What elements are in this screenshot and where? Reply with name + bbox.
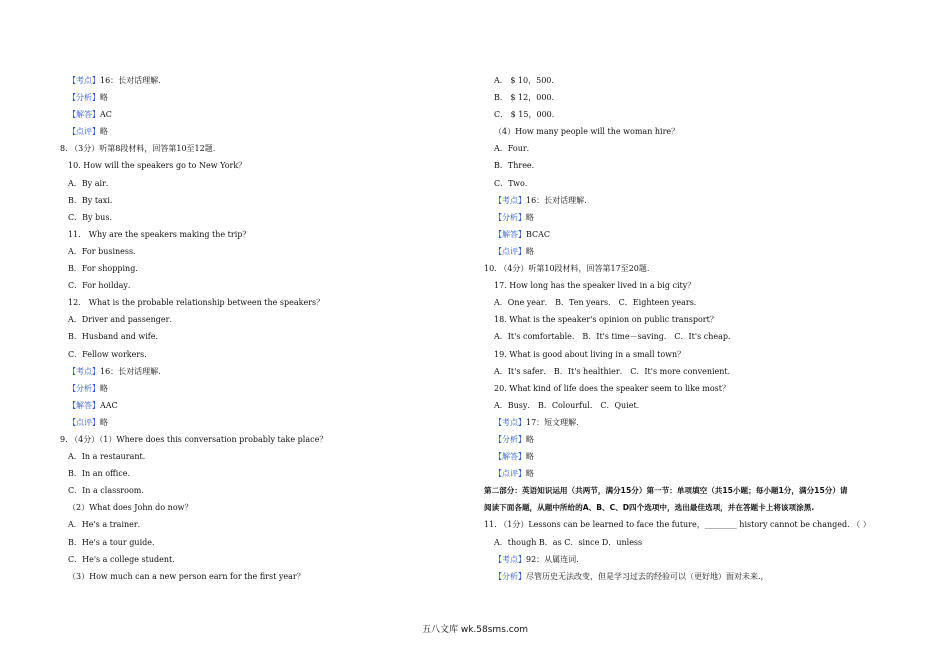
- line-text: 8. （3分）听第8段材料，回答第10至12题.: [60, 144, 216, 154]
- line-text: C．In a classroom．: [68, 486, 150, 496]
- text-line: [60, 209, 460, 226]
- line-text: A．One year． B．Ten years． C．Eighteen years．: [494, 298, 702, 308]
- text-line: [60, 534, 460, 551]
- line-text: 略: [100, 127, 108, 137]
- text-line: [484, 175, 924, 192]
- text-line: [484, 243, 924, 260]
- text-line: [484, 380, 924, 397]
- line-text: B．He's a tour guide．: [68, 537, 160, 547]
- section-tag: 【解答】: [68, 400, 100, 410]
- line-text: C．Fellow workers．: [68, 349, 153, 359]
- section-tag: 【分析】: [494, 212, 526, 222]
- line-text: A．By air．: [68, 178, 114, 188]
- section-tag: 【分析】: [494, 571, 526, 581]
- line-text: C．For hoilday．: [68, 281, 136, 291]
- text-line: [484, 568, 924, 585]
- text-line: [484, 226, 924, 243]
- text-line: [484, 499, 924, 516]
- left-column: [60, 72, 460, 585]
- line-text: B．For shopping．: [68, 264, 144, 274]
- text-line: [484, 363, 924, 380]
- line-text: 20. What kind of life does the speaker seem to like most？: [494, 383, 730, 393]
- text-line: [484, 397, 924, 414]
- line-text: AC: [100, 110, 112, 120]
- line-text: 12． What is the probable relationship between the speakers？: [68, 298, 325, 308]
- line-text: A．Four．: [494, 144, 535, 154]
- text-line: [484, 140, 924, 157]
- line-text: B．In an office．: [68, 469, 136, 479]
- text-line: [60, 397, 460, 414]
- text-line: [484, 89, 924, 106]
- text-line: [484, 192, 924, 209]
- section-tag: 【点评】: [68, 417, 100, 427]
- text-line: [484, 482, 924, 499]
- text-line: [60, 243, 460, 260]
- text-line: [484, 260, 924, 277]
- text-line: [60, 140, 460, 157]
- line-text: （4）How many people will the woman hire？: [494, 127, 680, 137]
- line-text: 10. （4分）听第10段材料，回答第17至20题.: [484, 264, 650, 274]
- text-line: [60, 328, 460, 345]
- line-text: A．In a restaurant．: [68, 452, 151, 462]
- line-text: 16：长对话理解.: [100, 76, 161, 85]
- section-tag: 【点评】: [494, 246, 526, 256]
- line-text: 9. （4分）（1）Where does this conversation probably take place？: [60, 434, 328, 444]
- line-text: A．For business．: [68, 246, 142, 256]
- text-line: [484, 123, 924, 140]
- text-line: [60, 414, 460, 431]
- text-line: [60, 157, 460, 174]
- line-text: 略: [100, 93, 108, 103]
- line-text: C．Two．: [494, 178, 533, 188]
- section-tag: 【解答】: [68, 110, 100, 120]
- line-text: 略: [526, 469, 534, 479]
- section-tag: 【考点】: [494, 417, 526, 427]
- line-text: 略: [526, 246, 534, 256]
- footer-watermark: 五八文库 wk.58sms.com: [422, 625, 528, 635]
- text-line: [60, 499, 460, 516]
- text-line: [484, 209, 924, 226]
- line-text: A．He's a trainer．: [68, 520, 146, 530]
- line-text: 略: [100, 383, 108, 393]
- text-line: [60, 448, 460, 465]
- section-tag: 【分析】: [68, 383, 100, 393]
- line-text: 略: [100, 417, 108, 427]
- line-text: B．Three．: [494, 161, 540, 171]
- line-text: 16：长对话理解.: [526, 195, 587, 205]
- text-line: [484, 294, 924, 311]
- text-line: [484, 516, 924, 533]
- text-line: [60, 465, 460, 482]
- text-line: [60, 516, 460, 533]
- line-text: 10. How will the speakers go to New York？: [68, 161, 247, 171]
- text-line: [484, 551, 924, 568]
- text-line: [60, 175, 460, 192]
- text-line: [60, 192, 460, 209]
- line-text: 尽管历史无法改变，但是学习过去的经验可以（更好地）面对未来.，: [526, 571, 769, 581]
- line-text: AAC: [100, 400, 118, 410]
- text-line: [484, 431, 924, 448]
- text-line: [60, 482, 460, 499]
- line-text: 16：长对话理解.: [100, 366, 161, 376]
- text-line: [484, 277, 924, 294]
- line-text: A．Busy． B．Colourful． C．Quiet．: [494, 400, 645, 410]
- text-line: [60, 72, 460, 89]
- text-line: [60, 551, 460, 568]
- line-text: （2）What does John do now？: [68, 503, 193, 513]
- text-line: [484, 311, 924, 328]
- text-line: [484, 328, 924, 345]
- section-tag: 【解答】: [494, 229, 526, 239]
- line-text: （3）How much can a new person earn for the first year？: [68, 571, 305, 581]
- text-line: [60, 106, 460, 123]
- line-text: 11． Why are the speakers making the trip？: [68, 229, 251, 239]
- line-text: 17. How long has the speaker lived in a big city？: [494, 281, 696, 291]
- section-tag: 【分析】: [68, 93, 100, 103]
- line-text: 11. （1分）Lessons can be learned to face the future，________ history cannot be changed. （ ）: [484, 520, 871, 530]
- text-line: [484, 414, 924, 431]
- text-line: [60, 568, 460, 585]
- text-line: [60, 277, 460, 294]
- text-line: [484, 465, 924, 482]
- line-text: C．By bus．: [68, 212, 118, 222]
- text-line: [484, 448, 924, 465]
- text-line: [484, 534, 924, 551]
- line-text: BCAC: [526, 229, 551, 239]
- text-line: [60, 123, 460, 140]
- line-text: 第二部分：英语知识运用（共两节，满分15分）第一节：单项填空（共15小题；每小题1分，满分15分）请: [484, 486, 848, 496]
- text-line: [484, 72, 924, 89]
- text-line: [484, 346, 924, 363]
- text-line: [60, 380, 460, 397]
- text-line: [60, 311, 460, 328]
- section-tag: 【点评】: [68, 127, 100, 137]
- line-text: 略: [526, 434, 534, 444]
- text-line: [60, 89, 460, 106]
- line-text: B．By taxi．: [68, 195, 118, 205]
- line-text: 略: [526, 452, 534, 462]
- section-tag: 【考点】: [68, 366, 100, 376]
- text-line: [60, 260, 460, 277]
- line-text: 阅读下面各题，从题中所给的A、B、C、D四个选项中，选出最佳选项，并在答题卡上将该项涂黑.: [484, 503, 815, 513]
- line-text: A．It's comfortable． B．It's time－saving． C．It's cheap．: [494, 332, 736, 342]
- line-text: C．He's a college student．: [68, 554, 181, 564]
- line-text: 18. What is the speaker's opinion on public transport？: [494, 315, 718, 325]
- text-line: [60, 363, 460, 380]
- text-line: [60, 294, 460, 311]
- line-text: B． $ 12，000．: [494, 93, 560, 103]
- text-line: [60, 226, 460, 243]
- section-tag: 【分析】: [494, 434, 526, 444]
- section-tag: 【考点】: [494, 554, 526, 564]
- line-text: A．though B．as C．since D．unless: [494, 537, 643, 547]
- line-text: A．Driver and passenger．: [68, 315, 178, 325]
- line-text: A． $ 10，500．: [494, 76, 560, 85]
- line-text: A．It's safer． B．It's healthier． C．It's more convenient．: [494, 366, 736, 376]
- section-tag: 【考点】: [68, 76, 100, 85]
- line-text: 略: [526, 212, 534, 222]
- text-line: [60, 346, 460, 363]
- text-line: [484, 106, 924, 123]
- text-line: [60, 431, 460, 448]
- right-column: [484, 72, 924, 585]
- section-tag: 【考点】: [494, 195, 526, 205]
- section-tag: 【解答】: [494, 452, 526, 462]
- text-line: [484, 157, 924, 174]
- line-text: B．Husband and wife．: [68, 332, 164, 342]
- line-text: 17：短文理解.: [526, 417, 579, 427]
- line-text: 92：从属连词.: [526, 554, 579, 564]
- line-text: 19. What is good about living in a small town？: [494, 349, 686, 359]
- section-tag: 【点评】: [494, 469, 526, 479]
- line-text: C． $ 15，000．: [494, 110, 560, 120]
